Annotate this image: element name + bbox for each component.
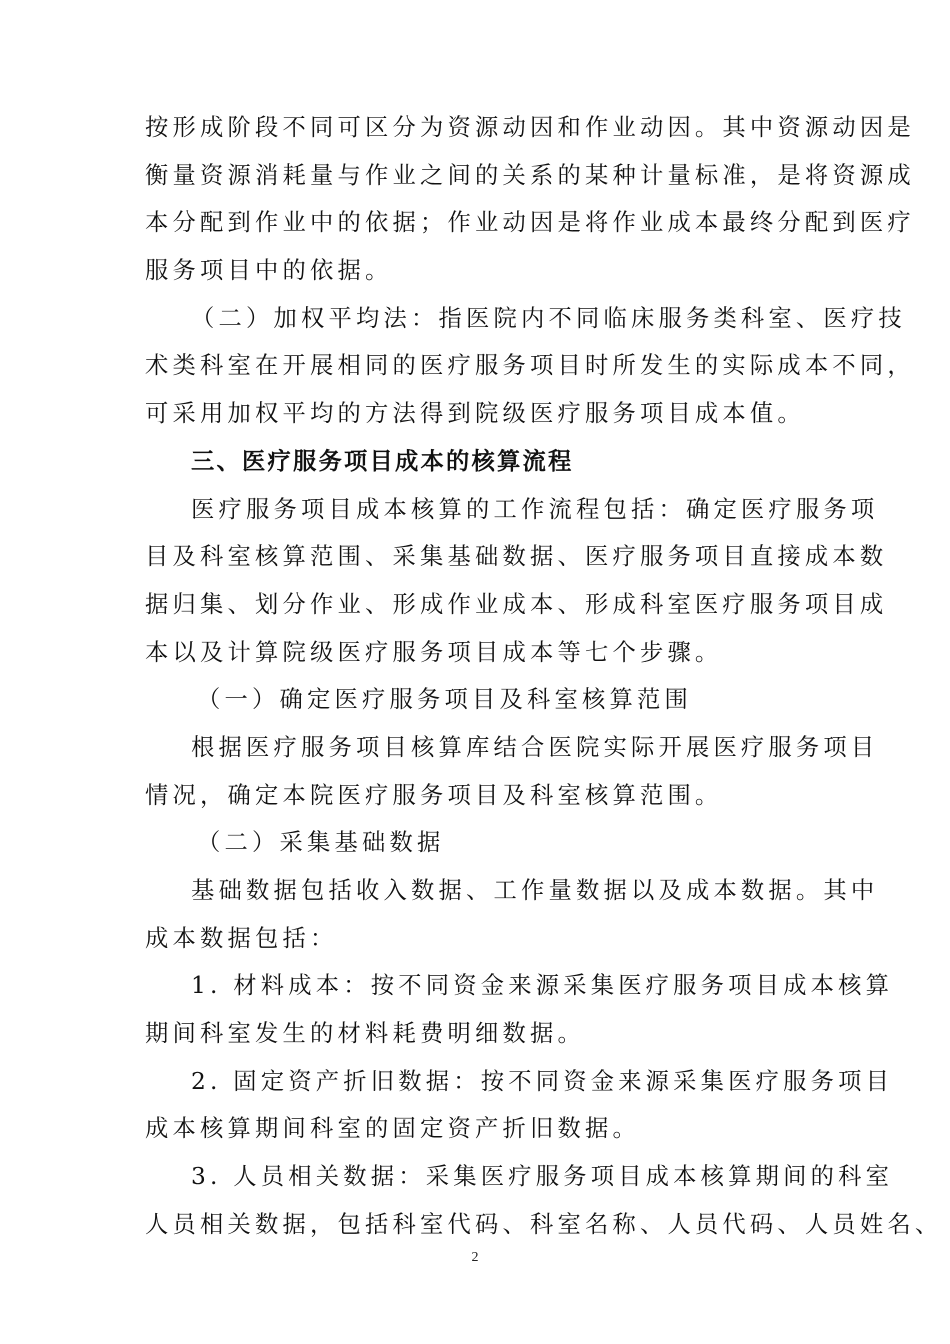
subsection-heading: （一）确定医疗服务项目及科室核算范围	[197, 686, 692, 714]
text-line: 人员相关数据，包括科室代码、科室名称、人员代码、人员姓名、	[145, 1210, 943, 1238]
text-line: 医疗服务项目成本核算的工作流程包括：确定医疗服务项	[191, 495, 879, 523]
section-heading: 三、医疗服务项目成本的核算流程	[191, 447, 574, 475]
text-line: 本分配到作业中的依据；作业动因是将作业成本最终分配到医疗	[145, 209, 915, 237]
list-item-text: 1. 材料成本：按不同资金来源采集医疗服务项目成本核算	[191, 972, 894, 1000]
text-line: 成本数据包括：	[145, 924, 338, 952]
page-number: 2	[471, 1250, 479, 1265]
text-line: （二）加权平均法：指医院内不同临床服务类科室、医疗技	[191, 304, 906, 332]
text-line: 根据医疗服务项目核算库结合医院实际开展医疗服务项目	[191, 733, 879, 761]
text-line: 术类科室在开展相同的医疗服务项目时所发生的实际成本不同，	[145, 352, 915, 380]
text-line: 可采用加权平均的方法得到院级医疗服务项目成本值。	[145, 400, 805, 428]
body-text	[145, 104, 943, 1249]
text-line: 目及科室核算范围、采集基础数据、医疗服务项目直接成本数	[145, 543, 888, 571]
text-line: 服务项目中的依据。	[145, 257, 393, 285]
text-line: 据归集、划分作业、形成作业成本、形成科室医疗服务项目成	[145, 590, 888, 618]
text-line: 衡量资源消耗量与作业之间的关系的某种计量标准，是将资源成	[145, 161, 915, 189]
text-line: 基础数据包括收入数据、工作量数据以及成本数据。其中	[191, 877, 879, 904]
text-line: 按形成阶段不同可区分为资源动因和作业动因。其中资源动因是	[145, 114, 915, 141]
subsection-heading: （二）采集基础数据	[197, 829, 445, 857]
text-line: 本以及计算院级医疗服务项目成本等七个步骤。	[145, 638, 723, 666]
text-line: 成本核算期间科室的固定资产折旧数据。	[145, 1115, 640, 1143]
list-item-text: 2. 固定资产折旧数据：按不同资金来源采集医疗服务项目	[191, 1067, 894, 1095]
text-line: 情况，确定本院医疗服务项目及科室核算范围。	[145, 781, 723, 809]
list-item-text: 3. 人员相关数据：采集医疗服务项目成本核算期间的科室	[191, 1163, 894, 1191]
text-line: 期间科室发生的材料耗费明细数据。	[145, 1020, 585, 1048]
